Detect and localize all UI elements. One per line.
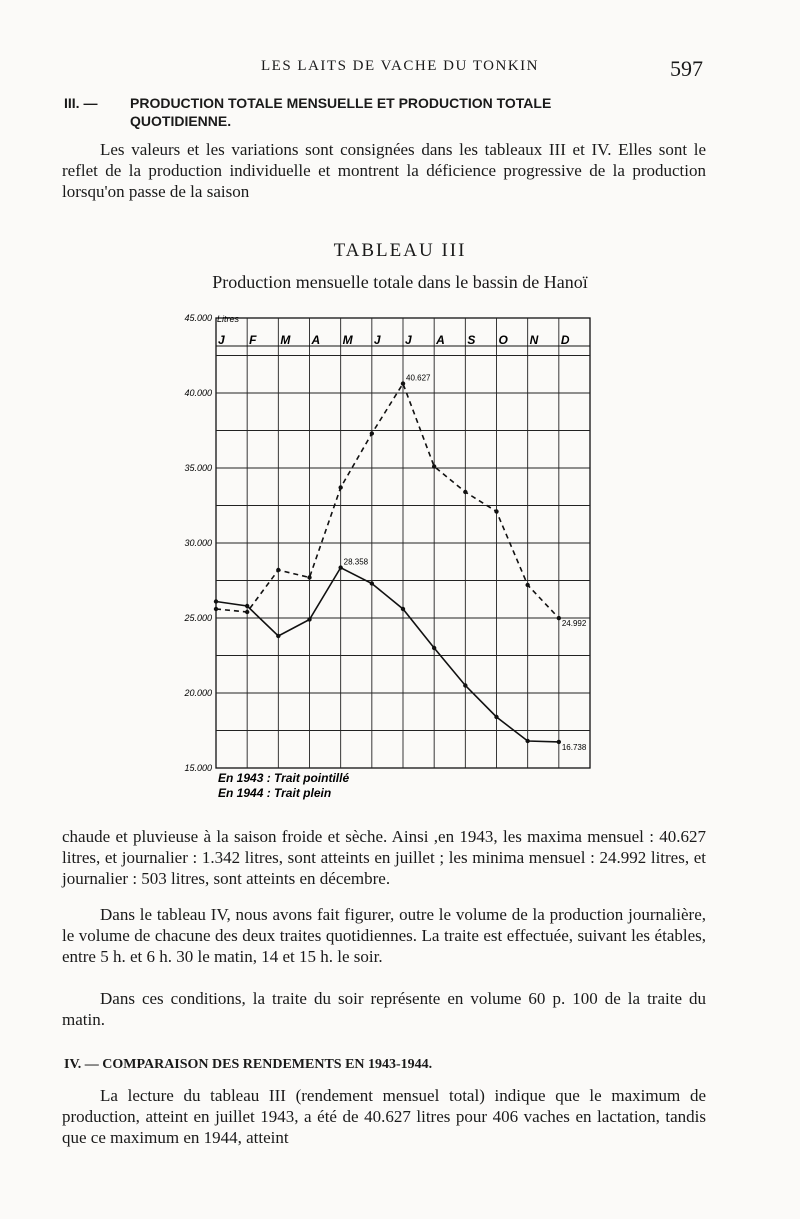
data-point-1944 xyxy=(307,617,311,621)
unit-label: Litres xyxy=(217,314,240,324)
data-point-1943 xyxy=(557,616,561,620)
legend-line-2: En 1944 : Trait plein xyxy=(218,786,332,800)
data-point-1943 xyxy=(401,381,405,385)
data-label: 28.358 xyxy=(343,557,369,567)
data-point-1944 xyxy=(463,683,467,687)
section-heading-4: IV. — COMPARAISON DES RENDEMENTS EN 1943-1944. xyxy=(64,1057,433,1072)
month-label: J xyxy=(405,333,412,347)
month-label: M xyxy=(280,333,291,347)
series-line-1943 xyxy=(216,384,559,619)
month-label: O xyxy=(498,333,508,347)
month-label: S xyxy=(467,333,476,347)
data-point-1943 xyxy=(276,568,280,572)
month-label: N xyxy=(529,333,539,347)
paragraph-2: chaude et pluvieuse à la saison froide et sèche. Ainsi ,en 1943, les maxima mensuel : 40.627 litres, et journalier : 1.342 litres, sont atteints en juillet ; les minima mensuel : 24.992 litres, et journalier : 503 litres, sont atteints en décembre. xyxy=(62,827,706,888)
y-tick-label: 40.000 xyxy=(184,388,212,398)
paragraph-5-text: La lecture du tableau III (rendement mensuel total) indique que le maximum de production, atteint en juillet 1943, a été de 40.627 litres pour 406 vaches en lactation, tandis que ce maximum en 1944, atteint xyxy=(62,1086,706,1147)
paragraph-4 xyxy=(62,988,706,1030)
data-point-1944 xyxy=(525,739,529,743)
data-point-1943 xyxy=(307,575,311,579)
section-number: III. — xyxy=(64,95,98,111)
data-point-1944 xyxy=(494,715,498,719)
section-heading-3 xyxy=(64,94,704,130)
data-point-1943 xyxy=(245,610,249,614)
paragraph-3 xyxy=(62,904,706,967)
data-label: 24.992 xyxy=(561,619,587,629)
data-point-1944 xyxy=(276,634,280,638)
data-point-1943 xyxy=(494,509,498,513)
data-point-1944 xyxy=(214,599,218,603)
y-tick-label: 25.000 xyxy=(184,613,212,623)
data-point-1943 xyxy=(338,485,342,489)
data-point-1943 xyxy=(525,583,529,587)
data-point-1943 xyxy=(432,464,436,468)
data-point-1943 xyxy=(214,607,218,611)
paragraph-1 xyxy=(62,139,706,202)
y-tick-label: 30.000 xyxy=(184,538,212,548)
legend-line-1: En 1943 : Trait pointillé xyxy=(218,771,350,785)
y-tick-label: 45.000 xyxy=(184,313,212,323)
y-tick-label: 35.000 xyxy=(184,463,212,473)
paragraph-4-text: Dans ces conditions, la traite du soir représente en volume 60 p. 100 de la traite du matin. xyxy=(62,989,706,1029)
page-number: 597 xyxy=(670,56,703,81)
data-point-1943 xyxy=(463,490,467,494)
data-point-1944 xyxy=(245,604,249,608)
month-label: F xyxy=(249,333,257,347)
paragraph-1-text: Les valeurs et les variations sont consignées dans les tableaux III et IV. Elles sont le reflet de la production individuelle et montrent la déficience progressive de la production lorsqu'on passe de la saison xyxy=(62,140,706,201)
data-point-1944 xyxy=(401,607,405,611)
table-title: TABLEAU III xyxy=(333,240,467,261)
paragraph-3-text: Dans le tableau IV, nous avons fait figurer, outre le volume de la production journalière, le volume de chacune des deux traites quotidiennes. La traite est effectuée, suivant les étables, entre 5 h. et 6 h. 30 le matin, 14 et 15 h. le soir. xyxy=(62,905,706,966)
month-label: J xyxy=(373,333,381,347)
running-head: LES LAITS DE VACHE DU TONKIN xyxy=(261,58,539,74)
data-point-1944 xyxy=(370,581,374,585)
series-line-1944 xyxy=(216,568,559,742)
section-title-line2: QUOTIDIENNE. xyxy=(130,113,232,129)
month-label: J xyxy=(218,333,225,347)
month-label: D xyxy=(560,333,570,347)
data-point-1944 xyxy=(557,740,561,744)
y-tick-label: 20.000 xyxy=(184,688,212,698)
paragraph-5 xyxy=(62,1085,706,1148)
section-title-line1: PRODUCTION TOTALE MENSUELLE ET PRODUCTION TOTALE xyxy=(130,95,552,111)
y-tick-label: 15.000 xyxy=(184,763,212,773)
production-chart xyxy=(160,308,600,808)
month-label: A xyxy=(311,333,321,347)
data-label: 40.627 xyxy=(406,373,431,383)
chart-svg xyxy=(160,308,600,808)
table-subtitle: Production mensuelle totale dans le bassin de Hanoï xyxy=(212,272,588,292)
data-point-1944 xyxy=(338,565,342,569)
data-label: 16.738 xyxy=(561,742,587,752)
month-label: M xyxy=(342,333,353,347)
data-point-1944 xyxy=(432,646,436,650)
month-label: A xyxy=(436,333,445,347)
data-point-1943 xyxy=(370,431,374,435)
